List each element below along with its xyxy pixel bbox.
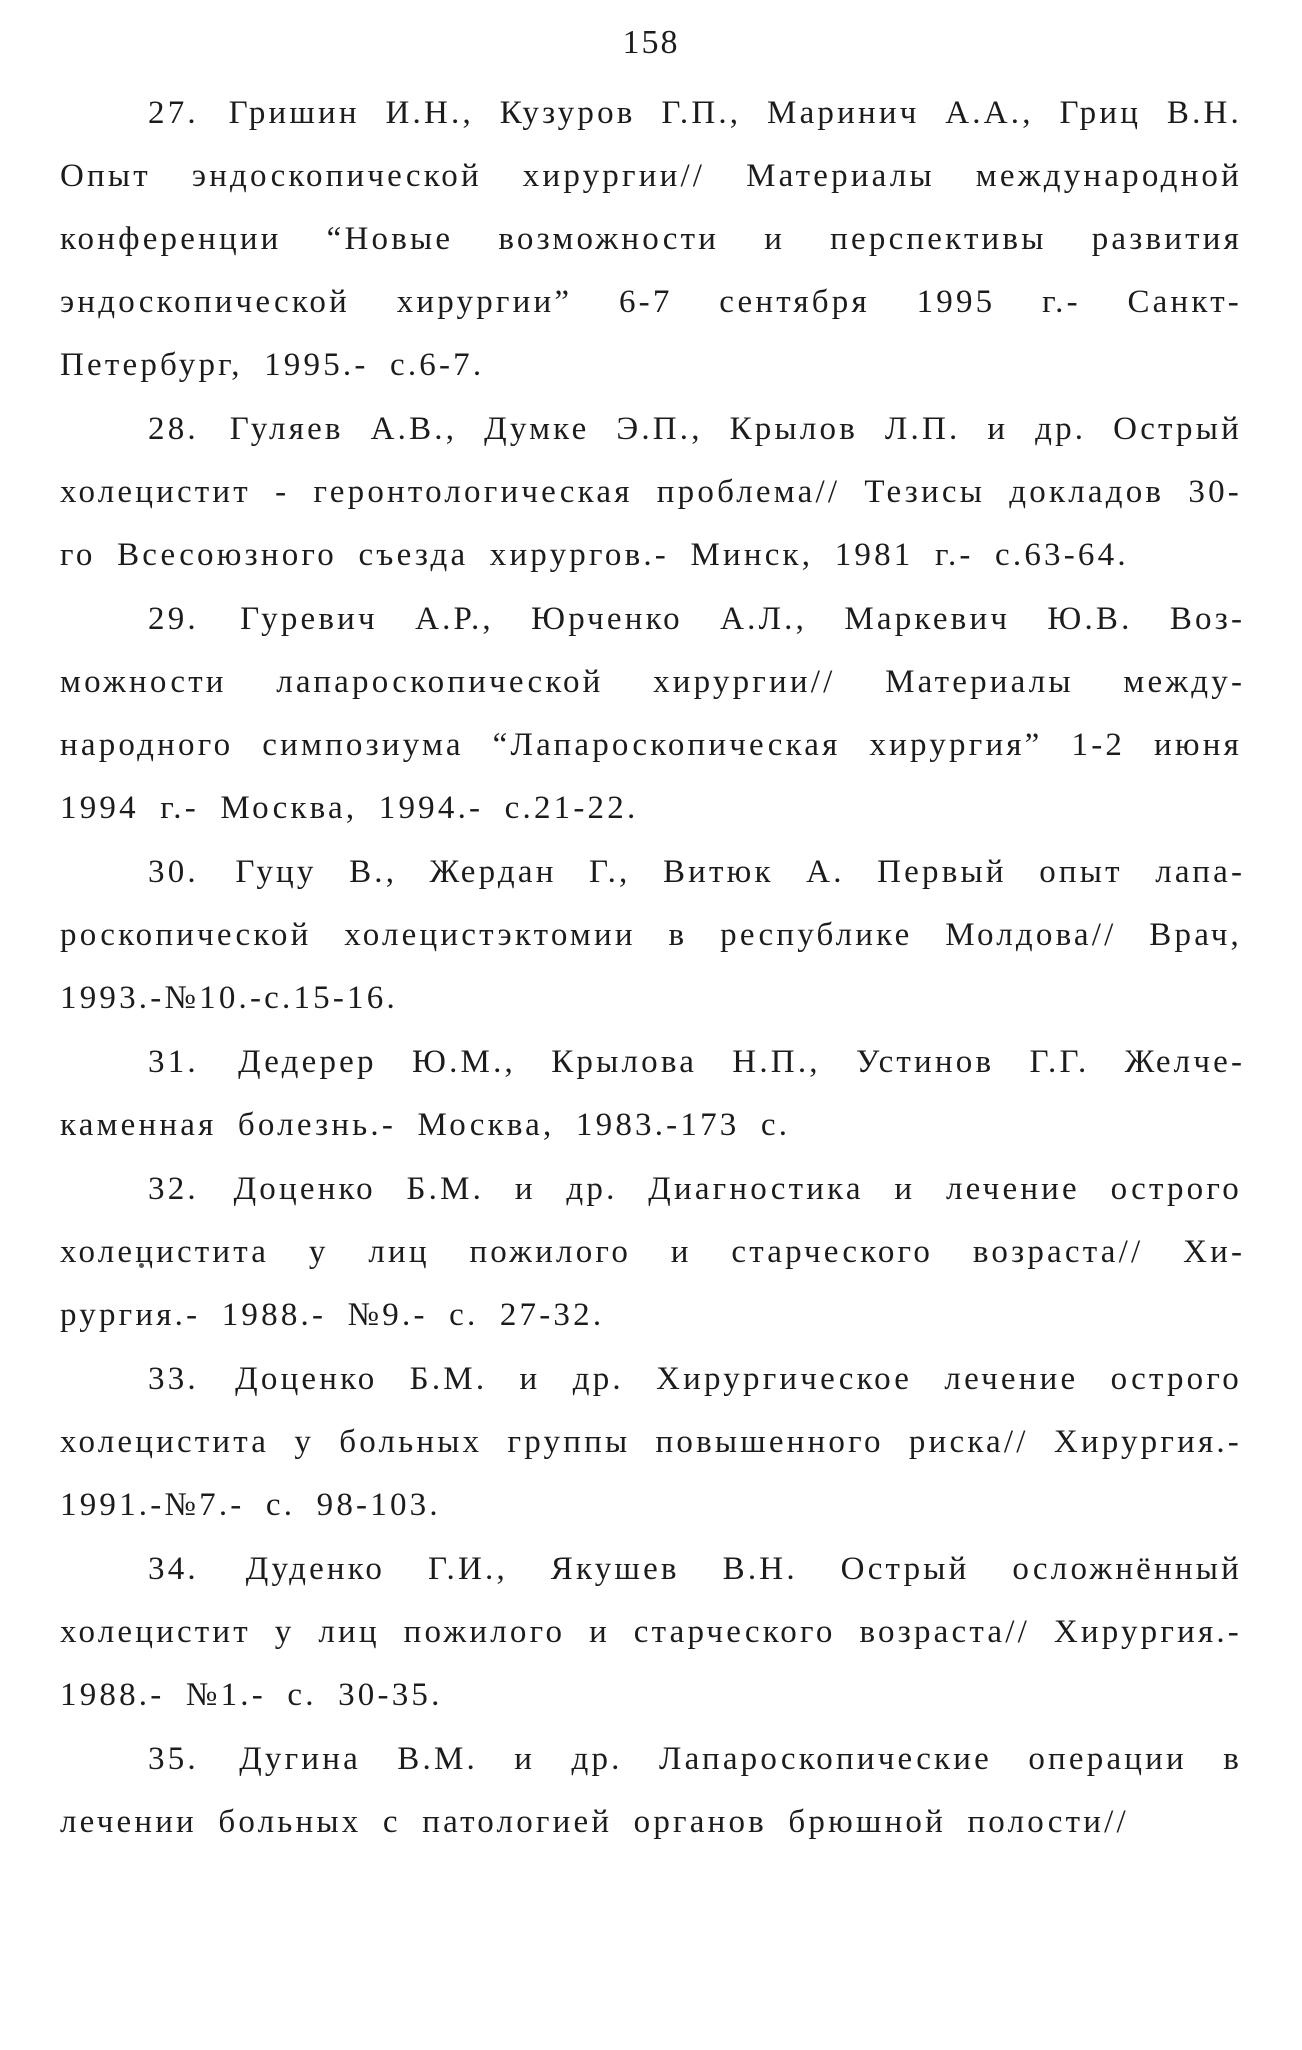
reference-text: Доценко Б.М. и др. Диагностика и лечение острого холецистита у лиц пожилого и старческого возраста// Хирургия.- 1988.- №9.- с. 27-32. (60, 1171, 1242, 1333)
reference-number: 28. (148, 411, 199, 447)
reference-item (60, 1728, 1242, 1854)
reference-text: Гуревич А.Р., Юрченко А.Л., Маркевич Ю.В. Возможности лапароскопической хирургии// Материалы международного симпозиума “Лапароскопическая хирургия” 1-2 июня 1994 г.- Москва, 1994.- с.21-22. (60, 601, 1242, 826)
reference-number: 35. (148, 1741, 199, 1777)
reference-text: Гришин И.Н., Кузуров Г.П., Маринич А.А., Гриц В.Н. Опыт эндоскопической хирургии// Материалы международной конференции “Новые возможности и перспективы развития эндоскопической хирургии” 6-7 сентября 1995 г.- Санкт-Петербург, 1995.- с.6-7. (60, 95, 1242, 383)
reference-text: Гуцу В., Жердан Г., Витюк А. Первый опыт лапароскопической холецистэктомии в республике Молдова// Врач, 1993.-№10.-с.15-16. (60, 854, 1242, 1016)
reference-text: Дугина В.М. и др. Лапароскопические операции в лечении больных с патологией органов брюшной полости// (60, 1741, 1242, 1840)
reference-number: 34. (148, 1551, 199, 1587)
reference-text: Гуляев А.В., Думке Э.П., Крылов Л.П. и др. Острый холецистит - геронтологическая проблема// Тезисы докладов 30-го Всесоюзного съезда хирургов.- Минск, 1981 г.- с.63-64. (60, 411, 1242, 573)
page-number: 158 (622, 24, 680, 61)
reference-item (60, 82, 1242, 397)
reference-item (60, 841, 1242, 1030)
reference-text: Доценко Б.М. и др. Хирургическое лечение острого холецистита у больных группы повышенного риска// Хирургия.- 1991.-№7.- с. 98-103. (60, 1361, 1242, 1523)
reference-list (60, 82, 1242, 1854)
reference-item (60, 1158, 1242, 1347)
reference-text: Дедерер Ю.М., Крылова Н.П., Устинов Г.Г. Желчекаменная болезнь.- Москва, 1983.-173 с. (60, 1044, 1242, 1143)
reference-number: 27. (148, 95, 199, 131)
reference-item (60, 1031, 1242, 1157)
reference-item (60, 588, 1242, 840)
reference-number: 31. (148, 1044, 199, 1080)
reference-item (60, 398, 1242, 587)
reference-number: 33. (148, 1361, 199, 1397)
reference-item (60, 1348, 1242, 1537)
reference-number: 30. (148, 854, 199, 890)
reference-number: 29. (148, 601, 199, 637)
reference-text: Дуденко Г.И., Якушев В.Н. Острый осложнённый холецистит у лиц пожилого и старческого возраста// Хирургия.- 1988.- №1.- с. 30-35. (60, 1551, 1242, 1713)
reference-item (60, 1538, 1242, 1727)
reference-number: 32. (148, 1171, 199, 1207)
